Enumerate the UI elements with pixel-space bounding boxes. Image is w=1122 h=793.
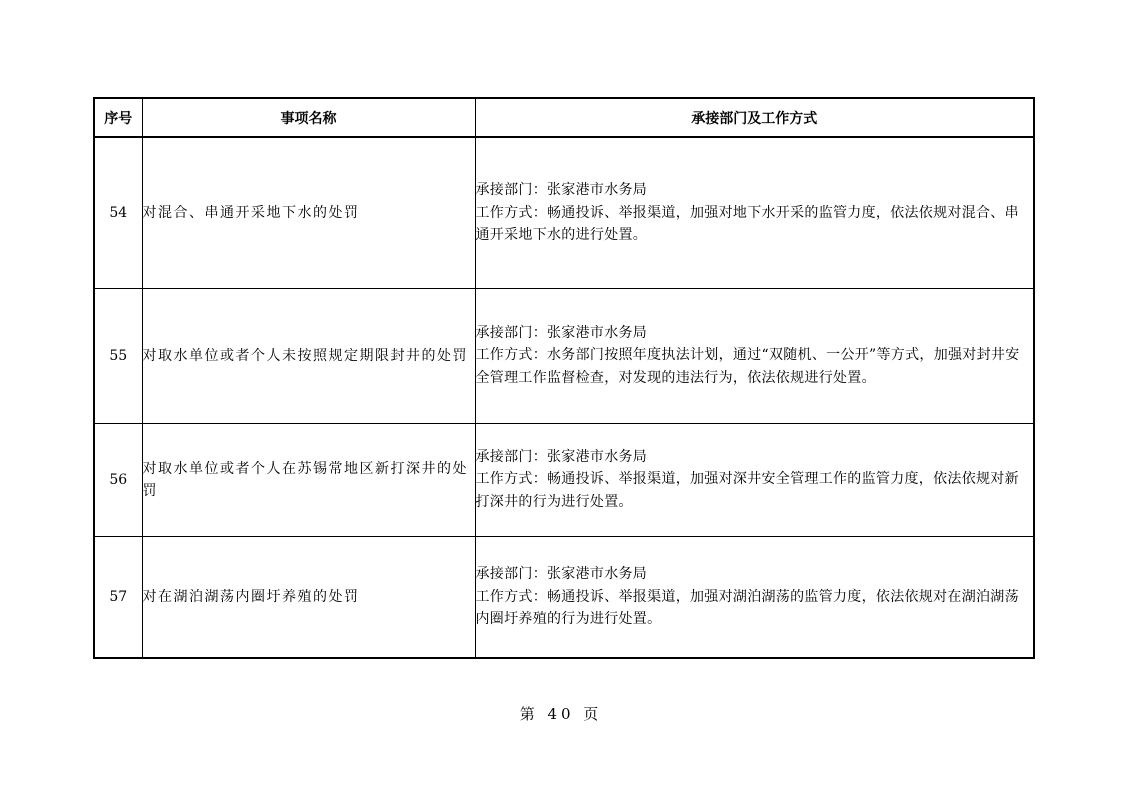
items-table (93, 97, 1035, 659)
item-name: 对取水单位或者个人未按照规定期限封井的处罚 (142, 288, 475, 423)
table-row (94, 536, 1034, 658)
item-dept-method (475, 423, 1034, 536)
dept-line: 承接部门：张家港市水务局 (475, 324, 648, 341)
header-cell-no: 序号 (94, 98, 142, 137)
table-row (94, 288, 1034, 423)
header-cell-name: 事项名称 (142, 98, 475, 137)
method-line: 工作方式：畅通投诉、举报渠道，加强对湖泊湖荡的监管力度，依法依规对在湖泊湖荡内圈圩养殖的行为进行处置。 (475, 588, 1019, 627)
table-row (94, 423, 1034, 536)
method-line: 工作方式：水务部门按照年度执法计划，通过“双随机、一公开”等方式，加强对封井安全管理工作监督检查，对发现的违法行为，依法依规进行处置。 (475, 347, 1020, 386)
row-number: 57 (94, 536, 142, 658)
item-dept-method (475, 536, 1034, 658)
method-line: 工作方式：畅通投诉、举报渠道，加强对地下水开采的监管力度，依法依规对混合、串通开采地下水的进行处置。 (475, 204, 1019, 243)
table-header-row (94, 98, 1034, 137)
item-name: 对在湖泊湖荡内圈圩养殖的处罚 (142, 536, 475, 658)
dept-line: 承接部门：张家港市水务局 (475, 182, 648, 198)
item-name: 对混合、串通开采地下水的处罚 (142, 137, 475, 288)
dept-line: 承接部门：张家港市水务局 (475, 566, 648, 582)
item-name: 对取水单位或者个人在苏锡常地区新打深井的处罚 (142, 423, 475, 536)
page-number-footer: 第 40 页 (519, 705, 603, 723)
table-row (94, 137, 1034, 288)
dept-line: 承接部门：张家港市水务局 (475, 448, 648, 465)
header-cell-dept: 承接部门及工作方式 (475, 98, 1034, 137)
row-number: 56 (94, 423, 142, 536)
item-dept-method (475, 288, 1034, 423)
method-line: 工作方式：畅通投诉、举报渠道，加强对深井安全管理工作的监管力度，依法依规对新打深井的行为进行处置。 (475, 471, 1019, 510)
row-number: 55 (94, 288, 142, 423)
row-number: 54 (94, 137, 142, 288)
item-dept-method (475, 137, 1034, 288)
